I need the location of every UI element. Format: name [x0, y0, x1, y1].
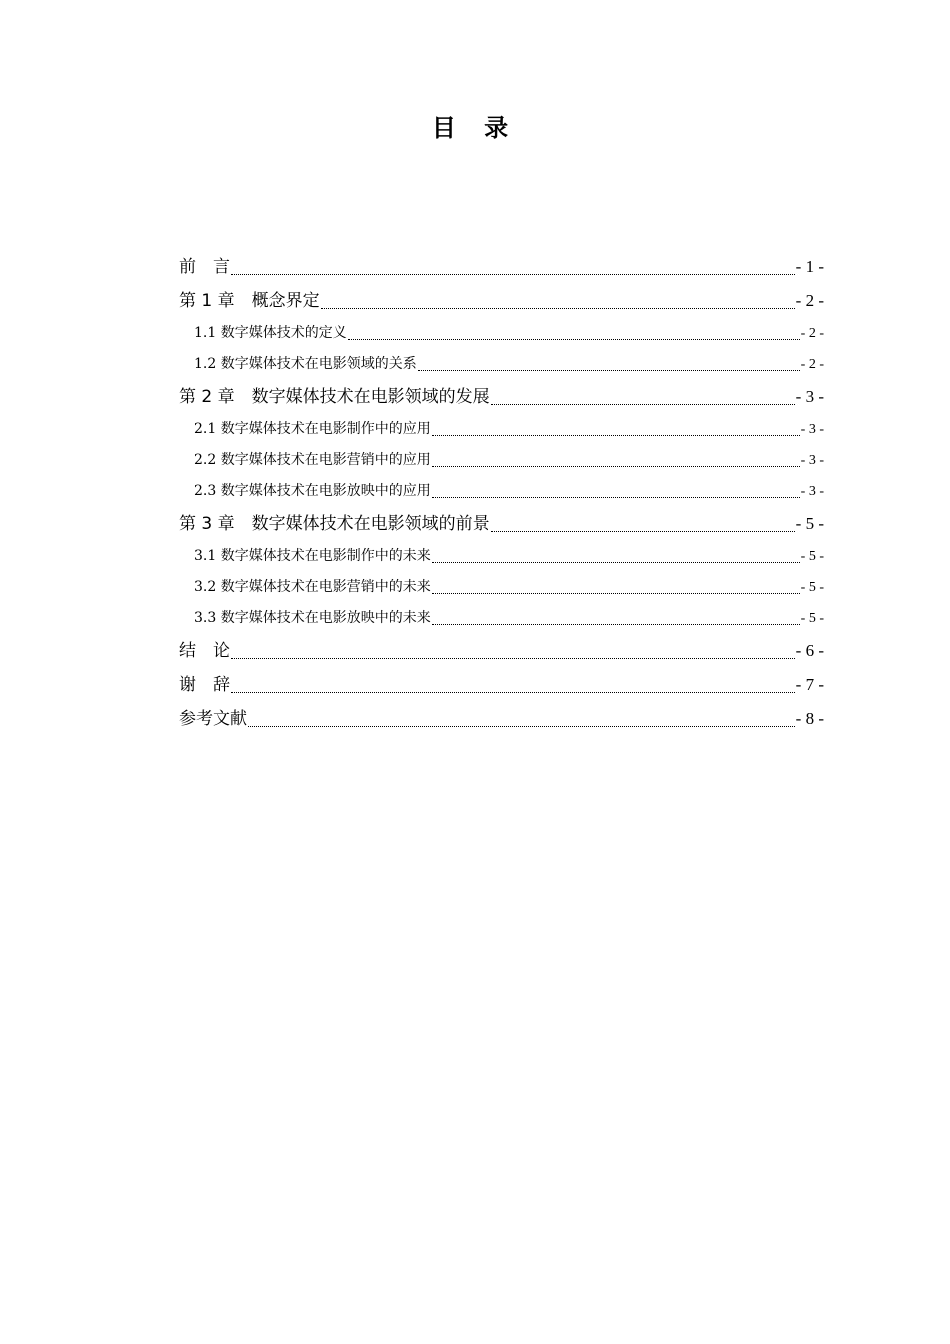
toc-entry-label: 2.3 数字媒体技术在电影放映中的应用: [194, 483, 431, 499]
toc-entry-page: - 8 -: [795, 709, 824, 728]
toc-entry-section-3-2[interactable]: [179, 572, 824, 603]
dot-leader: [231, 658, 795, 659]
toc-entry-page: - 3 -: [800, 484, 824, 499]
toc-entry-label: 2.2 数字媒体技术在电影营销中的应用: [194, 452, 431, 468]
toc-entry-section-3-3[interactable]: [179, 603, 824, 634]
dot-leader: [432, 624, 800, 625]
toc-entry-page: - 6 -: [795, 641, 824, 660]
toc-entry-label: 3.3 数字媒体技术在电影放映中的未来: [194, 610, 431, 626]
toc-entry-section-1-2[interactable]: [179, 349, 824, 380]
toc-entry-label: 参考文献: [179, 709, 247, 729]
dot-leader: [491, 404, 795, 405]
toc-entry-label: 前 言: [179, 257, 230, 277]
toc-entry-section-2-3[interactable]: [179, 476, 824, 507]
toc-entry-page: - 3 -: [800, 422, 824, 437]
toc-entry-section-1-1[interactable]: [179, 318, 824, 349]
dot-leader: [418, 370, 800, 371]
toc-entry-section-2-2[interactable]: [179, 445, 824, 476]
toc-entry-label: 3.1 数字媒体技术在电影制作中的未来: [194, 548, 431, 564]
dot-leader: [248, 726, 795, 727]
dot-leader: [432, 497, 800, 498]
toc-entry-page: - 1 -: [795, 257, 824, 276]
toc-entry-page: - 2 -: [800, 326, 824, 341]
dot-leader: [432, 593, 800, 594]
toc-entry-page: - 5 -: [800, 549, 824, 564]
dot-leader: [432, 435, 800, 436]
toc-entry-references[interactable]: [179, 702, 824, 736]
toc-entry-chapter-2[interactable]: [179, 380, 824, 414]
toc-entry-label: 第 2 章 数字媒体技术在电影领域的发展: [179, 387, 490, 407]
toc-entry-page: - 5 -: [800, 580, 824, 595]
toc-entry-label: 第 3 章 数字媒体技术在电影领域的前景: [179, 514, 490, 534]
toc-entry-acknowledgements[interactable]: [179, 668, 824, 702]
dot-leader: [231, 274, 795, 275]
toc-entry-section-3-1[interactable]: [179, 541, 824, 572]
toc-entry-conclusion[interactable]: [179, 634, 824, 668]
toc-entry-preface[interactable]: [179, 250, 824, 284]
dot-leader: [432, 562, 800, 563]
toc-entry-section-2-1[interactable]: [179, 414, 824, 445]
toc-entry-page: - 5 -: [800, 611, 824, 626]
toc-entry-chapter-1[interactable]: [179, 284, 824, 318]
toc-entry-page: - 3 -: [800, 453, 824, 468]
toc-entry-label: 第 1 章 概念界定: [179, 291, 320, 311]
toc-entry-label: 谢 辞: [179, 675, 230, 695]
toc-entry-label: 2.1 数字媒体技术在电影制作中的应用: [194, 421, 431, 437]
dot-leader: [321, 308, 795, 309]
dot-leader: [348, 339, 800, 340]
dot-leader: [432, 466, 800, 467]
toc-entry-page: - 7 -: [795, 675, 824, 694]
toc-entry-label: 1.2 数字媒体技术在电影领域的关系: [194, 356, 417, 372]
toc-entry-page: - 3 -: [795, 387, 824, 406]
dot-leader: [231, 692, 795, 693]
dot-leader: [491, 531, 795, 532]
toc-entry-page: - 2 -: [800, 357, 824, 372]
toc-entry-page: - 2 -: [795, 291, 824, 310]
toc-entry-label: 1.1 数字媒体技术的定义: [194, 325, 347, 341]
toc-entry-label: 结 论: [179, 641, 230, 661]
toc-entry-chapter-3[interactable]: [179, 507, 824, 541]
toc-entry-page: - 5 -: [795, 514, 824, 533]
toc-list: [179, 250, 824, 736]
toc-entry-label: 3.2 数字媒体技术在电影营销中的未来: [194, 579, 431, 595]
page-title: 目 录: [431, 113, 519, 142]
